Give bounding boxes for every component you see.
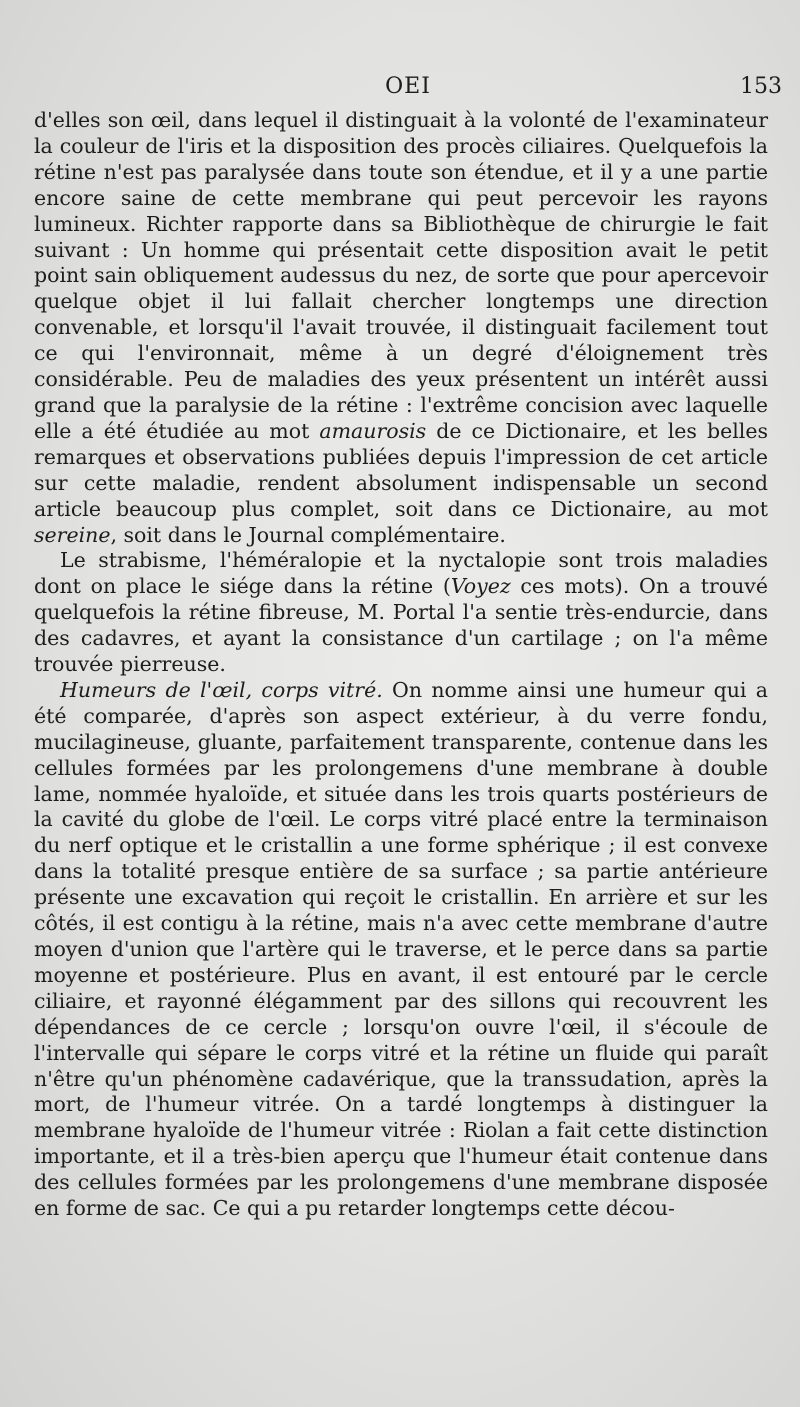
italic-term-amaurosis: amaurosis: [319, 418, 427, 443]
running-head: OEI: [385, 74, 431, 99]
page-number: 153: [740, 74, 782, 99]
paragraph-retina-paralysis: [34, 108, 768, 548]
text-segment: Le strabisme, l'héméralopie et la nyctalopie sont trois maladies dont on place le siége dans la rétine (: [34, 548, 768, 599]
italic-term-sereine: sereine: [34, 522, 111, 547]
body-text: [34, 108, 768, 1222]
italic-term-voyez: Voyez: [450, 574, 511, 599]
text-segment: On nomme ainsi une humeur qui a été comparée, d'après son aspect extérieur, à du verre fondu, mucilagineuse, gluante, parfaitement transparente, contenue dans les cellules formées par les prolongemens d'une membrane à double lame, nommée hyaloïde, et située dans les trois quarts postérieurs de la cavité du globe de l'œil. Le corps vitré placé entre la terminaison du nerf optique et le cristallin a une forme sphérique ; il est convexe dans la totalité presque entière de sa surface ; sa partie antérieure présente une excavation qui reçoit le cristallin. En arrière et sur les côtés, il est contigu à la rétine, mais n'a avec cette membrane d'autre moyen d'union que l'artère qui le traverse, et le perce dans sa partie moyenne et postérieure. Plus en avant, il est entouré par le cercle ciliaire, et rayonné élégamment par des sillons qui recouvrent les dépendances de ce cercle ; lorsqu'on ouvre l'œil, il s'écoule de l'intervalle qui sépare le corps vitré et la rétine un fluide qui paraît n'être qu'un phénomène cadavérique, que la transsudation, après la mort, de l'humeur vitrée. On a tardé longtemps à distinguer la membrane hyaloïde de l'humeur vitrée : Riolan a fait cette distinction importante, et il a très-bien aperçu que l'humeur était contenue dans des cellules formées par les prolongemens d'une membrane disposée en forme de sac. Ce qui a pu retarder longtemps cette décou-: [34, 677, 768, 1221]
text-segment: d'elles son œil, dans lequel il distinguait à la volonté de l'examinateur la couleur de l'iris et la disposition des procès ciliaires. Quelquefois la rétine n'est pas paralysée dans toute son étendue, et il y a une partie encore saine de cette membrane qui peut percevoir les rayons lumineux. Richter rapporte dans sa Bibliothèque de chirurgie le fait suivant : Un homme qui présentait cette disposition avait le petit point sain obliquement audessus du nez, de sorte que pour apercevoir quelque objet il lui fallait chercher longtemps une direction convenable, et lorsqu'il l'avait trouvée, il distinguait facilement tout ce qui l'environnait, même à un degré d'éloignement très considérable. Peu de maladies des yeux présentent un intérêt aussi grand que la paralysie de la rétine : l'extrême concision avec laquelle elle a été étudiée au mot: [34, 108, 768, 443]
section-heading-humeurs: Humeurs de l'œil, corps vitré.: [60, 677, 383, 702]
paragraph-vitreous-humour: [34, 678, 768, 1222]
text-segment: de ce Dictionaire, et les belles remarques et observations publiées depuis l'impression de cet article sur cette maladie, rendent absolument indispensable un second article beaucoup plus complet, soit dans ce Dictionaire, au mot: [34, 418, 768, 521]
page-header: [34, 74, 782, 110]
paragraph-strabismus: [34, 548, 768, 678]
text-segment: ces mots). On a trouvé quelquefois la rétine fibreuse, M. Portal l'a sentie très-endurcie, dans des cadavres, et ayant la consistance d'un cartilage ; on l'a même trouvée pierreuse.: [34, 574, 768, 677]
text-segment: , soit dans le Journal complémentaire.: [110, 522, 506, 547]
